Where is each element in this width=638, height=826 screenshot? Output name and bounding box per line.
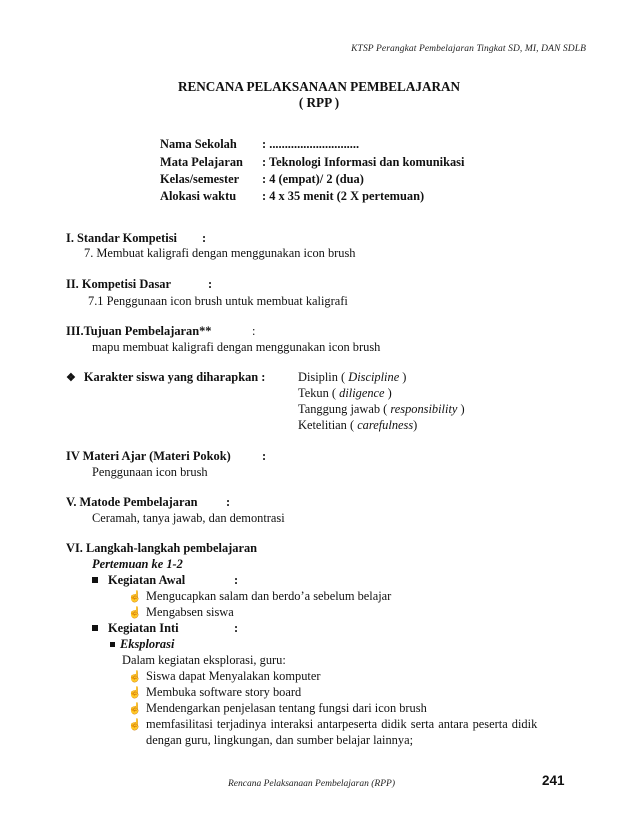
list-item: ☝ Siswa dapat Menyalakan komputer bbox=[128, 669, 321, 683]
list-item: ☝ Mendengarkan penjelasan tentang fungsi dari icon brush bbox=[128, 701, 427, 715]
section-content-materi: Penggunaan icon brush bbox=[92, 465, 208, 479]
karakter-item: Ketelitian ( carefulness) bbox=[298, 418, 418, 432]
kegiatan-inti-label: Kegiatan Inti bbox=[92, 621, 179, 636]
karakter-item: Tanggung jawab ( responsibility ) bbox=[298, 402, 465, 416]
section-heading-langkah: VI. Langkah-langkah pembelajaran bbox=[66, 541, 258, 555]
square-bullet-icon bbox=[92, 625, 98, 631]
section-colon: : bbox=[202, 231, 207, 245]
identity-value: : ............................. bbox=[262, 137, 360, 151]
document-title: RENCANA PELAKSANAAN PEMBELAJARAN bbox=[177, 79, 461, 94]
hand-pointer-icon: ☝ bbox=[128, 719, 142, 731]
hand-pointer-icon: ☝ bbox=[128, 671, 142, 683]
identity-label: Nama Sekolah bbox=[160, 137, 237, 151]
section-content-sk: 7. Membuat kaligrafi dengan menggunakan icon brush bbox=[84, 246, 356, 260]
section-colon: : bbox=[262, 449, 267, 463]
hand-pointer-icon: ☝ bbox=[128, 703, 142, 715]
running-footer: Rencana Pelaksanaan Pembelajaran (RPP) bbox=[228, 779, 395, 789]
section-colon: : bbox=[252, 324, 256, 338]
eksplorasi-intro: Dalam kegiatan eksplorasi, guru: bbox=[122, 653, 286, 667]
section-colon: : bbox=[234, 573, 239, 587]
running-header: KTSP Perangkat Pembelajaran Tingkat SD, MI, DAN SDLB bbox=[351, 44, 586, 54]
identity-label: Mata Pelajaran bbox=[160, 155, 243, 169]
kegiatan-awal-label: Kegiatan Awal bbox=[92, 573, 185, 588]
diamond-bullet-icon: ❖ bbox=[66, 372, 76, 384]
identity-value: : Teknologi Informasi dan komunikasi bbox=[262, 155, 465, 169]
document-subtitle: ( RPP ) bbox=[298, 95, 340, 110]
identity-value: : 4 x 35 menit (2 X pertemuan) bbox=[262, 189, 425, 203]
square-bullet-icon bbox=[110, 642, 115, 647]
section-heading-materi: IV Materi Ajar (Materi Pokok) bbox=[66, 449, 231, 463]
identity-value: : 4 (empat)/ 2 (dua) bbox=[262, 172, 364, 186]
section-colon: : bbox=[208, 277, 213, 291]
hand-pointer-icon: ☝ bbox=[128, 607, 142, 619]
karakter-heading-text: Karakter siswa yang diharapkan : bbox=[83, 370, 266, 384]
section-heading-metode: V. Matode Pembelajaran bbox=[66, 495, 198, 509]
karakter-item: Tekun ( diligence ) bbox=[298, 386, 392, 400]
karakter-heading bbox=[66, 370, 265, 385]
section-colon: : bbox=[226, 495, 231, 509]
pertemuan-label: Pertemuan ke 1-2 bbox=[92, 557, 183, 571]
identity-label: Alokasi waktu bbox=[160, 189, 237, 203]
karakter-item: Disiplin ( Discipline ) bbox=[298, 370, 407, 384]
section-heading-tp: III.Tujuan Pembelajaran** bbox=[66, 324, 212, 338]
list-item: ☝ Mengabsen siswa bbox=[128, 605, 234, 619]
section-content-kd: 7.1 Penggunaan icon brush untuk membuat kaligrafi bbox=[88, 294, 348, 308]
square-bullet-icon bbox=[92, 577, 98, 583]
section-content-metode: Ceramah, tanya jawab, dan demontrasi bbox=[92, 511, 285, 525]
identity-label: Kelas/semester bbox=[160, 172, 240, 186]
section-heading-sk: I. Standar Kompetisi bbox=[66, 231, 177, 245]
eksplorasi-label: Eksplorasi bbox=[110, 637, 174, 652]
section-heading-kd: II. Kompetisi Dasar bbox=[66, 277, 171, 291]
list-item: ☝ memfasilitasi terjadinya interaksi antarpeserta didik serta antara peserta didik bbox=[128, 717, 538, 731]
hand-pointer-icon: ☝ bbox=[128, 591, 142, 603]
page-number: 241 bbox=[542, 773, 565, 788]
hand-pointer-icon: ☝ bbox=[128, 687, 142, 699]
list-item: ☝ Mengucapkan salam dan berdo’a sebelum belajar bbox=[128, 589, 392, 603]
section-colon: : bbox=[234, 621, 239, 635]
section-content-tp: mapu membuat kaligrafi dengan menggunakan icon brush bbox=[92, 340, 381, 354]
list-item: ☝ Membuka software story board bbox=[128, 685, 302, 699]
list-item-continuation: dengan guru, lingkungan, dan sumber belajar lainnya; bbox=[146, 733, 414, 747]
